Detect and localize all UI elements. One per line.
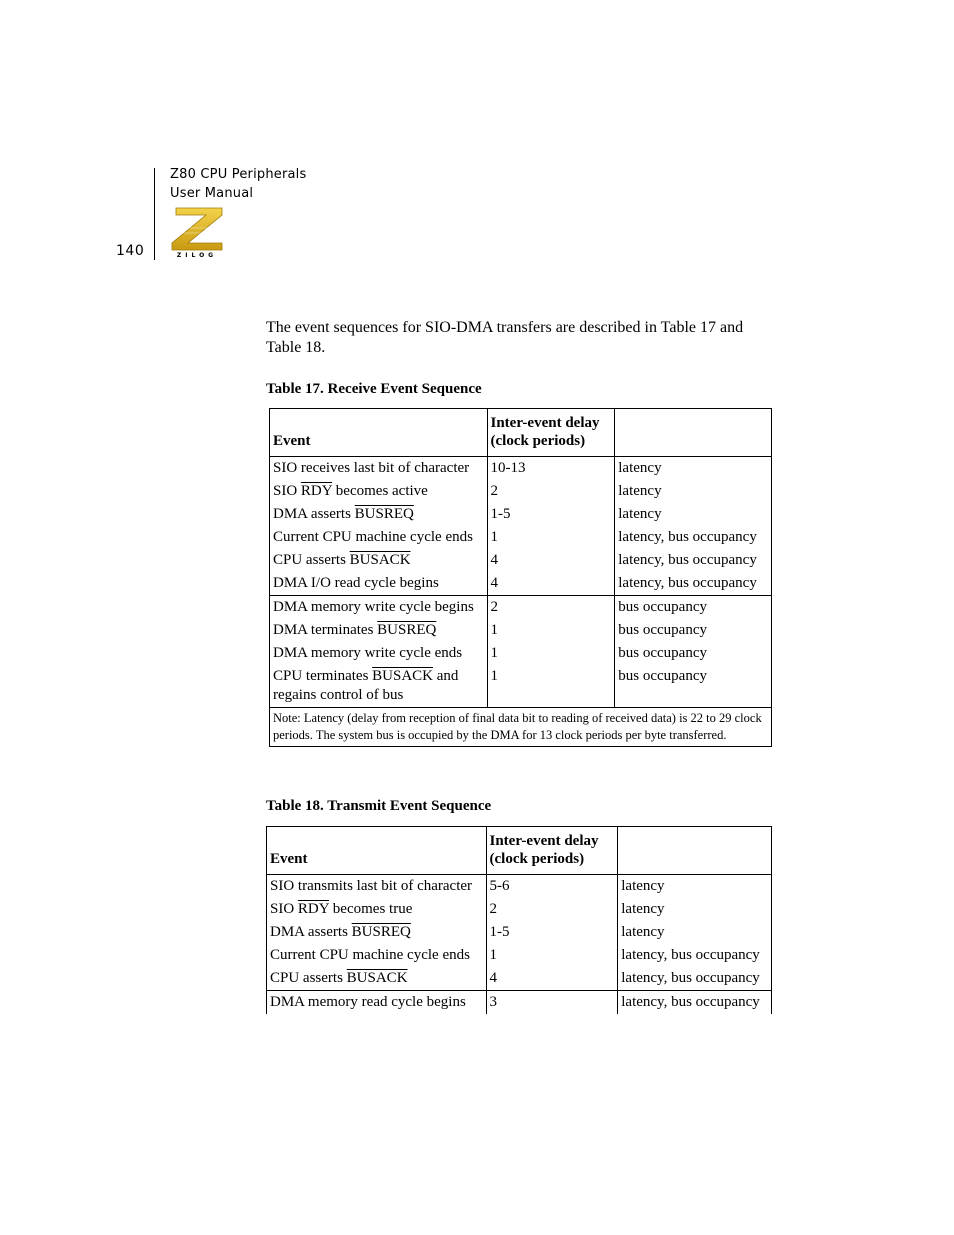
note-cell: latency	[618, 921, 772, 944]
event-cell	[270, 596, 488, 620]
delay-cell: 1	[486, 944, 618, 967]
intro-paragraph: The event sequences for SIO-DMA transfers are described in Table 17 and Table 18.	[266, 319, 744, 356]
event-cell	[267, 921, 487, 944]
table-row	[267, 991, 772, 1015]
event-cell	[270, 480, 488, 503]
delay-cell: 2	[487, 596, 615, 620]
event-text: CPU asserts	[273, 552, 350, 568]
event-text: Current CPU machine cycle ends	[270, 947, 470, 963]
event-text: DMA memory read cycle begins	[270, 994, 466, 1010]
table-row	[270, 503, 772, 526]
table-row	[270, 572, 772, 596]
event-text: DMA asserts	[270, 924, 352, 940]
event-text: DMA memory write cycle ends	[273, 645, 463, 661]
event-cell	[270, 526, 488, 549]
note-cell: latency	[615, 457, 772, 481]
table-row	[270, 526, 772, 549]
event-cell	[270, 549, 488, 572]
table-row	[267, 875, 772, 899]
delay-cell: 1	[487, 642, 615, 665]
table-row	[270, 619, 772, 642]
table-row	[270, 596, 772, 620]
table-row	[270, 549, 772, 572]
active-low-signal: BUSACK	[346, 970, 408, 986]
event-text: SIO transmits last bit of character	[270, 878, 473, 894]
table-footnote: Note: Latency (delay from reception of final data bit to reading of received data) is 22 to 29 clock periods. The system bus is occupied by the DMA for 13 clock periods per byte transferred.	[270, 708, 772, 747]
event-text-suffix: becomes active	[332, 483, 428, 499]
document-title-line1: Z80 CPU Peripherals	[170, 167, 307, 182]
event-text: SIO	[273, 483, 301, 499]
event-cell	[270, 572, 488, 596]
receive-event-table	[269, 408, 772, 747]
delay-cell: 10-13	[487, 457, 615, 481]
active-low-signal: BUSREQ	[377, 622, 437, 638]
table-row	[267, 967, 772, 991]
note-cell: bus occupancy	[615, 619, 772, 642]
event-text: DMA memory write cycle begins	[273, 599, 474, 615]
column-header-event: Event	[270, 409, 488, 457]
table-row	[270, 480, 772, 503]
note-cell: latency, bus occupancy	[615, 572, 772, 596]
table-row	[267, 898, 772, 921]
note-cell: bus occupancy	[615, 596, 772, 620]
event-text: CPU terminates	[273, 668, 373, 684]
column-header-event: Event	[267, 827, 487, 875]
table17-caption: Table 17. Receive Event Sequence	[266, 381, 482, 397]
zilog-logo	[170, 206, 224, 262]
active-low-signal: $\overline{RDY}$	[297, 901, 330, 917]
note-cell: latency, bus occupancy	[615, 526, 772, 549]
column-header-notes	[615, 409, 772, 457]
delay-cell: 4	[487, 549, 615, 572]
active-low-signal: BUSACK	[349, 552, 411, 568]
note-cell: bus occupancy	[615, 642, 772, 665]
note-cell: latency	[615, 480, 772, 503]
event-text-suffix: becomes true	[329, 901, 413, 917]
note-cell: latency	[615, 503, 772, 526]
active-low-signal: BUSREQ	[354, 506, 414, 522]
event-cell	[267, 944, 487, 967]
event-cell	[267, 875, 487, 899]
event-text: DMA asserts	[273, 506, 355, 522]
note-cell: latency	[618, 875, 772, 899]
table-row	[270, 665, 772, 708]
delay-cell: 2	[486, 898, 618, 921]
note-cell: latency, bus occupancy	[618, 991, 772, 1015]
table18-body	[267, 875, 772, 1015]
event-cell	[270, 665, 488, 708]
delay-cell: 1-5	[487, 503, 615, 526]
table-row	[267, 944, 772, 967]
delay-cell: 4	[486, 967, 618, 991]
table-row	[270, 457, 772, 481]
delay-cell: 5-6	[486, 875, 618, 899]
delay-cell: 1	[487, 526, 615, 549]
note-cell: latency, bus occupancy	[618, 967, 772, 991]
document-title	[170, 165, 306, 203]
note-cell: latency, bus occupancy	[618, 944, 772, 967]
event-cell	[267, 991, 487, 1015]
active-low-signal: $\overline{RDY}$	[300, 483, 333, 499]
table-footnote-row	[270, 708, 772, 747]
table-row	[270, 642, 772, 665]
note-cell: latency	[618, 898, 772, 921]
event-cell	[270, 503, 488, 526]
event-cell	[267, 967, 487, 991]
logo-wordmark: ZILOG	[176, 252, 218, 259]
event-text: DMA I/O read cycle begins	[273, 575, 439, 591]
event-cell	[270, 619, 488, 642]
zilog-z-icon	[170, 206, 224, 252]
delay-cell: 1	[487, 665, 615, 708]
delay-cell: 1	[487, 619, 615, 642]
page-number: 140	[116, 243, 145, 259]
event-cell	[267, 898, 487, 921]
column-header-notes	[618, 827, 772, 875]
active-low-signal: BUSACK	[372, 668, 434, 684]
column-header-delay: Inter-event delay (clock periods)	[487, 409, 615, 457]
event-text: DMA terminates	[273, 622, 378, 638]
note-cell: bus occupancy	[615, 665, 772, 708]
event-text: Current CPU machine cycle ends	[273, 529, 473, 545]
active-low-signal: BUSREQ	[351, 924, 411, 940]
document-title-line2: User Manual	[170, 186, 254, 201]
table17-body	[270, 457, 772, 747]
event-cell	[270, 642, 488, 665]
event-text: CPU asserts	[270, 970, 347, 986]
event-text: SIO receives last bit of character	[273, 460, 470, 476]
event-cell	[270, 457, 488, 481]
event-text-suffix: and regains control of bus	[273, 668, 459, 703]
header-rule	[154, 168, 155, 260]
delay-cell: 2	[487, 480, 615, 503]
note-cell: latency, bus occupancy	[615, 549, 772, 572]
event-text: SIO	[270, 901, 298, 917]
delay-cell: 4	[487, 572, 615, 596]
delay-cell: 1-5	[486, 921, 618, 944]
transmit-event-table	[266, 826, 772, 1014]
table18-caption: Table 18. Transmit Event Sequence	[266, 798, 492, 814]
delay-cell: 3	[486, 991, 618, 1015]
table-row	[267, 921, 772, 944]
column-header-delay: Inter-event delay (clock periods)	[486, 827, 618, 875]
